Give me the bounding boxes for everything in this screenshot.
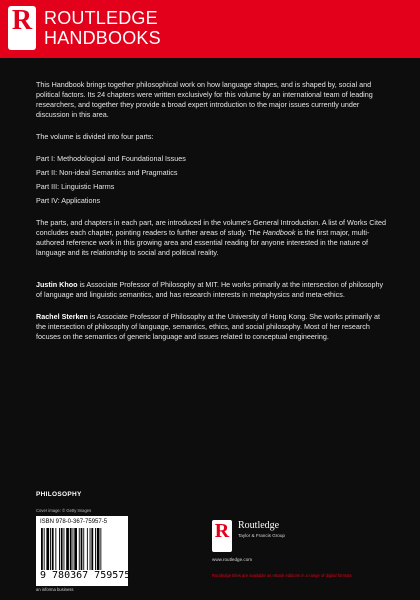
part-item: Part II: Non-ideal Semantics and Pragmatics — [36, 168, 178, 177]
blurb-paragraph-3: The parts, and chapters in each part, are introduced in the volume's General Introduction. A list of Works Cited concludes each chapter, pointing readers to further areas of study. The Handbook is the first major, multi-authored reference work in this growing area and essential reading for anyone interested in the nature of language and its relationship to social and political reality. — [36, 218, 387, 257]
author-name: Justin Khoo — [36, 280, 78, 289]
part-item: Part III: Linguistic Harms — [36, 182, 115, 191]
routledge-publisher-logo-icon: R — [212, 520, 232, 552]
author-bio-1: Justin Khoo is Associate Professor of Philosophy at MIT. He works primarily at the intersection of philosophy of language and linguistic semantics, and has research interests in metaphysics and meta-ethics. — [36, 280, 384, 299]
series-title-line1: ROUTLEDGE — [44, 8, 158, 28]
routledge-logo-icon: R — [8, 6, 36, 50]
barcode-box — [36, 516, 131, 586]
parts-list — [36, 154, 388, 206]
barcode-icon — [40, 528, 124, 570]
publisher-name: Routledge — [238, 520, 280, 531]
isbn-label: ISBN 978-0-367-75957-5 — [40, 519, 108, 525]
ebook-note: Routledge titles are available as eBook editions in a range of digital formats — [212, 573, 352, 578]
header-banner — [0, 0, 420, 58]
publisher-group: Taylor & Francis Group — [238, 533, 285, 538]
author-bio-2: Rachel Sterken is Associate Professor of Philosophy at the University of Hong Kong. She works primarily at the intersection of philosophy of language, semantics, ethics, and social philosophy. Most of her research focuses on the semantics of generic language and issues related to conceptual engineering. — [36, 312, 380, 341]
cover-image-credit: Cover image: © Getty Images — [36, 508, 92, 513]
informa-tagline: an informa business — [36, 587, 74, 592]
series-title — [44, 8, 161, 48]
part-item: Part IV: Applications — [36, 196, 101, 205]
barcode-digits: 9 780367 759575 — [40, 570, 131, 581]
blurb-paragraph-1: This Handbook brings together philosophical work on how language shapes, and is shaped by, social and political factors. Its 24 chapters were written exclusively for this volume by an international team of leading researchers, and together they provide a broad expert introduction to the major issues currently under discussion in this area. — [36, 80, 373, 119]
series-title-line2: HANDBOOKS — [44, 28, 161, 48]
part-item: Part I: Methodological and Foundational Issues — [36, 154, 186, 163]
back-cover-text — [36, 80, 388, 354]
subject-category: PHILOSOPHY — [36, 491, 82, 498]
publisher-url: www.routledge.com — [212, 557, 253, 562]
blurb-paragraph-2: The volume is divided into four parts: — [36, 132, 154, 141]
author-name: Rachel Sterken — [36, 312, 88, 321]
